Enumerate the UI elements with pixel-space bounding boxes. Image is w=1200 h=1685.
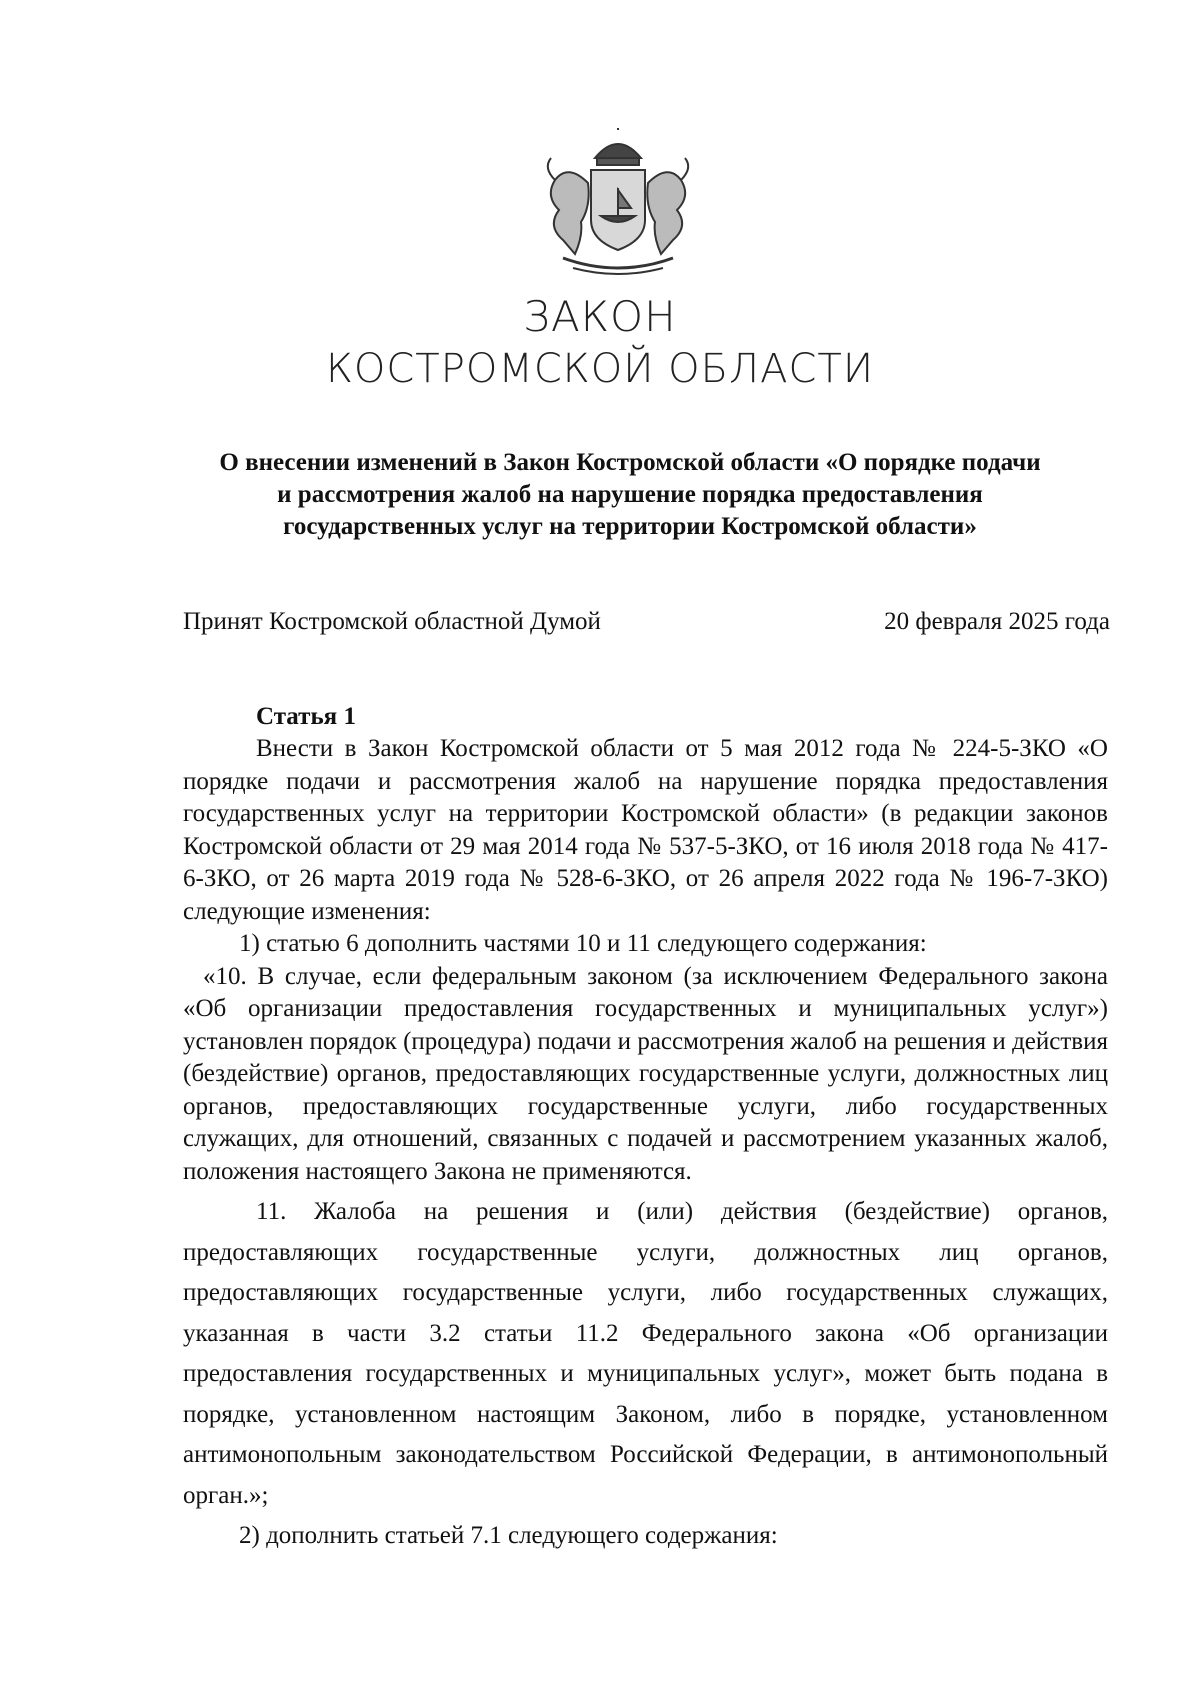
heading-line: государственных услуг на территории Костромской области» bbox=[283, 513, 977, 540]
coat-of-arms-emblem bbox=[533, 128, 703, 280]
amendment-part-10: «10. В случае, если федеральным законом (за исключением Федерального закона «Об организации предоставления государственных и муниципальных услуг») установлен порядок (процедура) подачи и рассмотрения жалоб на решения и действия (бездействие) органов, предоставляющих государственные услуги, должностных лиц органов, предоставляющих государственные услуги, либо государственных служащих, для отношений, связанных с подачей и рассмотрением указанных жалоб, положения настоящего Закона не применяются. bbox=[183, 962, 1108, 1185]
adoption-date: 20 февраля 2025 года bbox=[884, 608, 1110, 635]
law-heading bbox=[150, 447, 1110, 543]
heading-line: О внесении изменений в Закон Костромской области «О порядке подачи bbox=[219, 449, 1041, 476]
amendment-part-11: 11. Жалоба на решения и (или) действия (бездействие) органов, предоставляющих государственные услуги, должностных лиц органов, предоставляющих государственные услуги, либо государственных служащих, указанная в части 3.2 статьи 11.2 Федерального закона «Об организации предоставления государственных и муниципальных услуг», может быть подана в порядке, установленном настоящим Законом, либо в порядке, установленном антимонопольным законодательством Российской Федерации, в антимонопольный орган.»; bbox=[183, 1198, 1108, 1509]
law-title-line1: ЗАКОН bbox=[523, 292, 677, 341]
article-body-bottom bbox=[183, 1192, 1108, 1557]
heading-line: и рассмотрения жалоб на нарушение порядка предоставления bbox=[277, 481, 983, 508]
adopted-by: Принят Костромской областной Думой bbox=[183, 608, 601, 635]
amendment-item-2: 2) дополнить статьей 7.1 следующего содержания: bbox=[239, 1522, 778, 1549]
article-body-top bbox=[183, 733, 1108, 1188]
law-title-line2: КОСТРОМСКОЙ ОБЛАСТИ bbox=[325, 346, 875, 392]
article-title: Статья 1 bbox=[256, 703, 356, 730]
article-intro: Внести в Закон Костромской области от 5 мая 2012 года № 224-5-ЗКО «О порядке подачи и рассмотрения жалоб на нарушение порядка предоставления государственных услуг на территории Костромской области» (в редакции законов Костромской области от 29 мая 2014 года № 537-5-ЗКО, от 16 июля 2018 года № 417-6-ЗКО, от 26 марта 2019 года № 528-6-ЗКО, от 26 апреля 2022 года № 196-7-ЗКО) следующие изменения: bbox=[183, 735, 1108, 925]
amendment-item-1: 1) статью 6 дополнить частями 10 и 11 следующего содержания: bbox=[239, 930, 927, 957]
